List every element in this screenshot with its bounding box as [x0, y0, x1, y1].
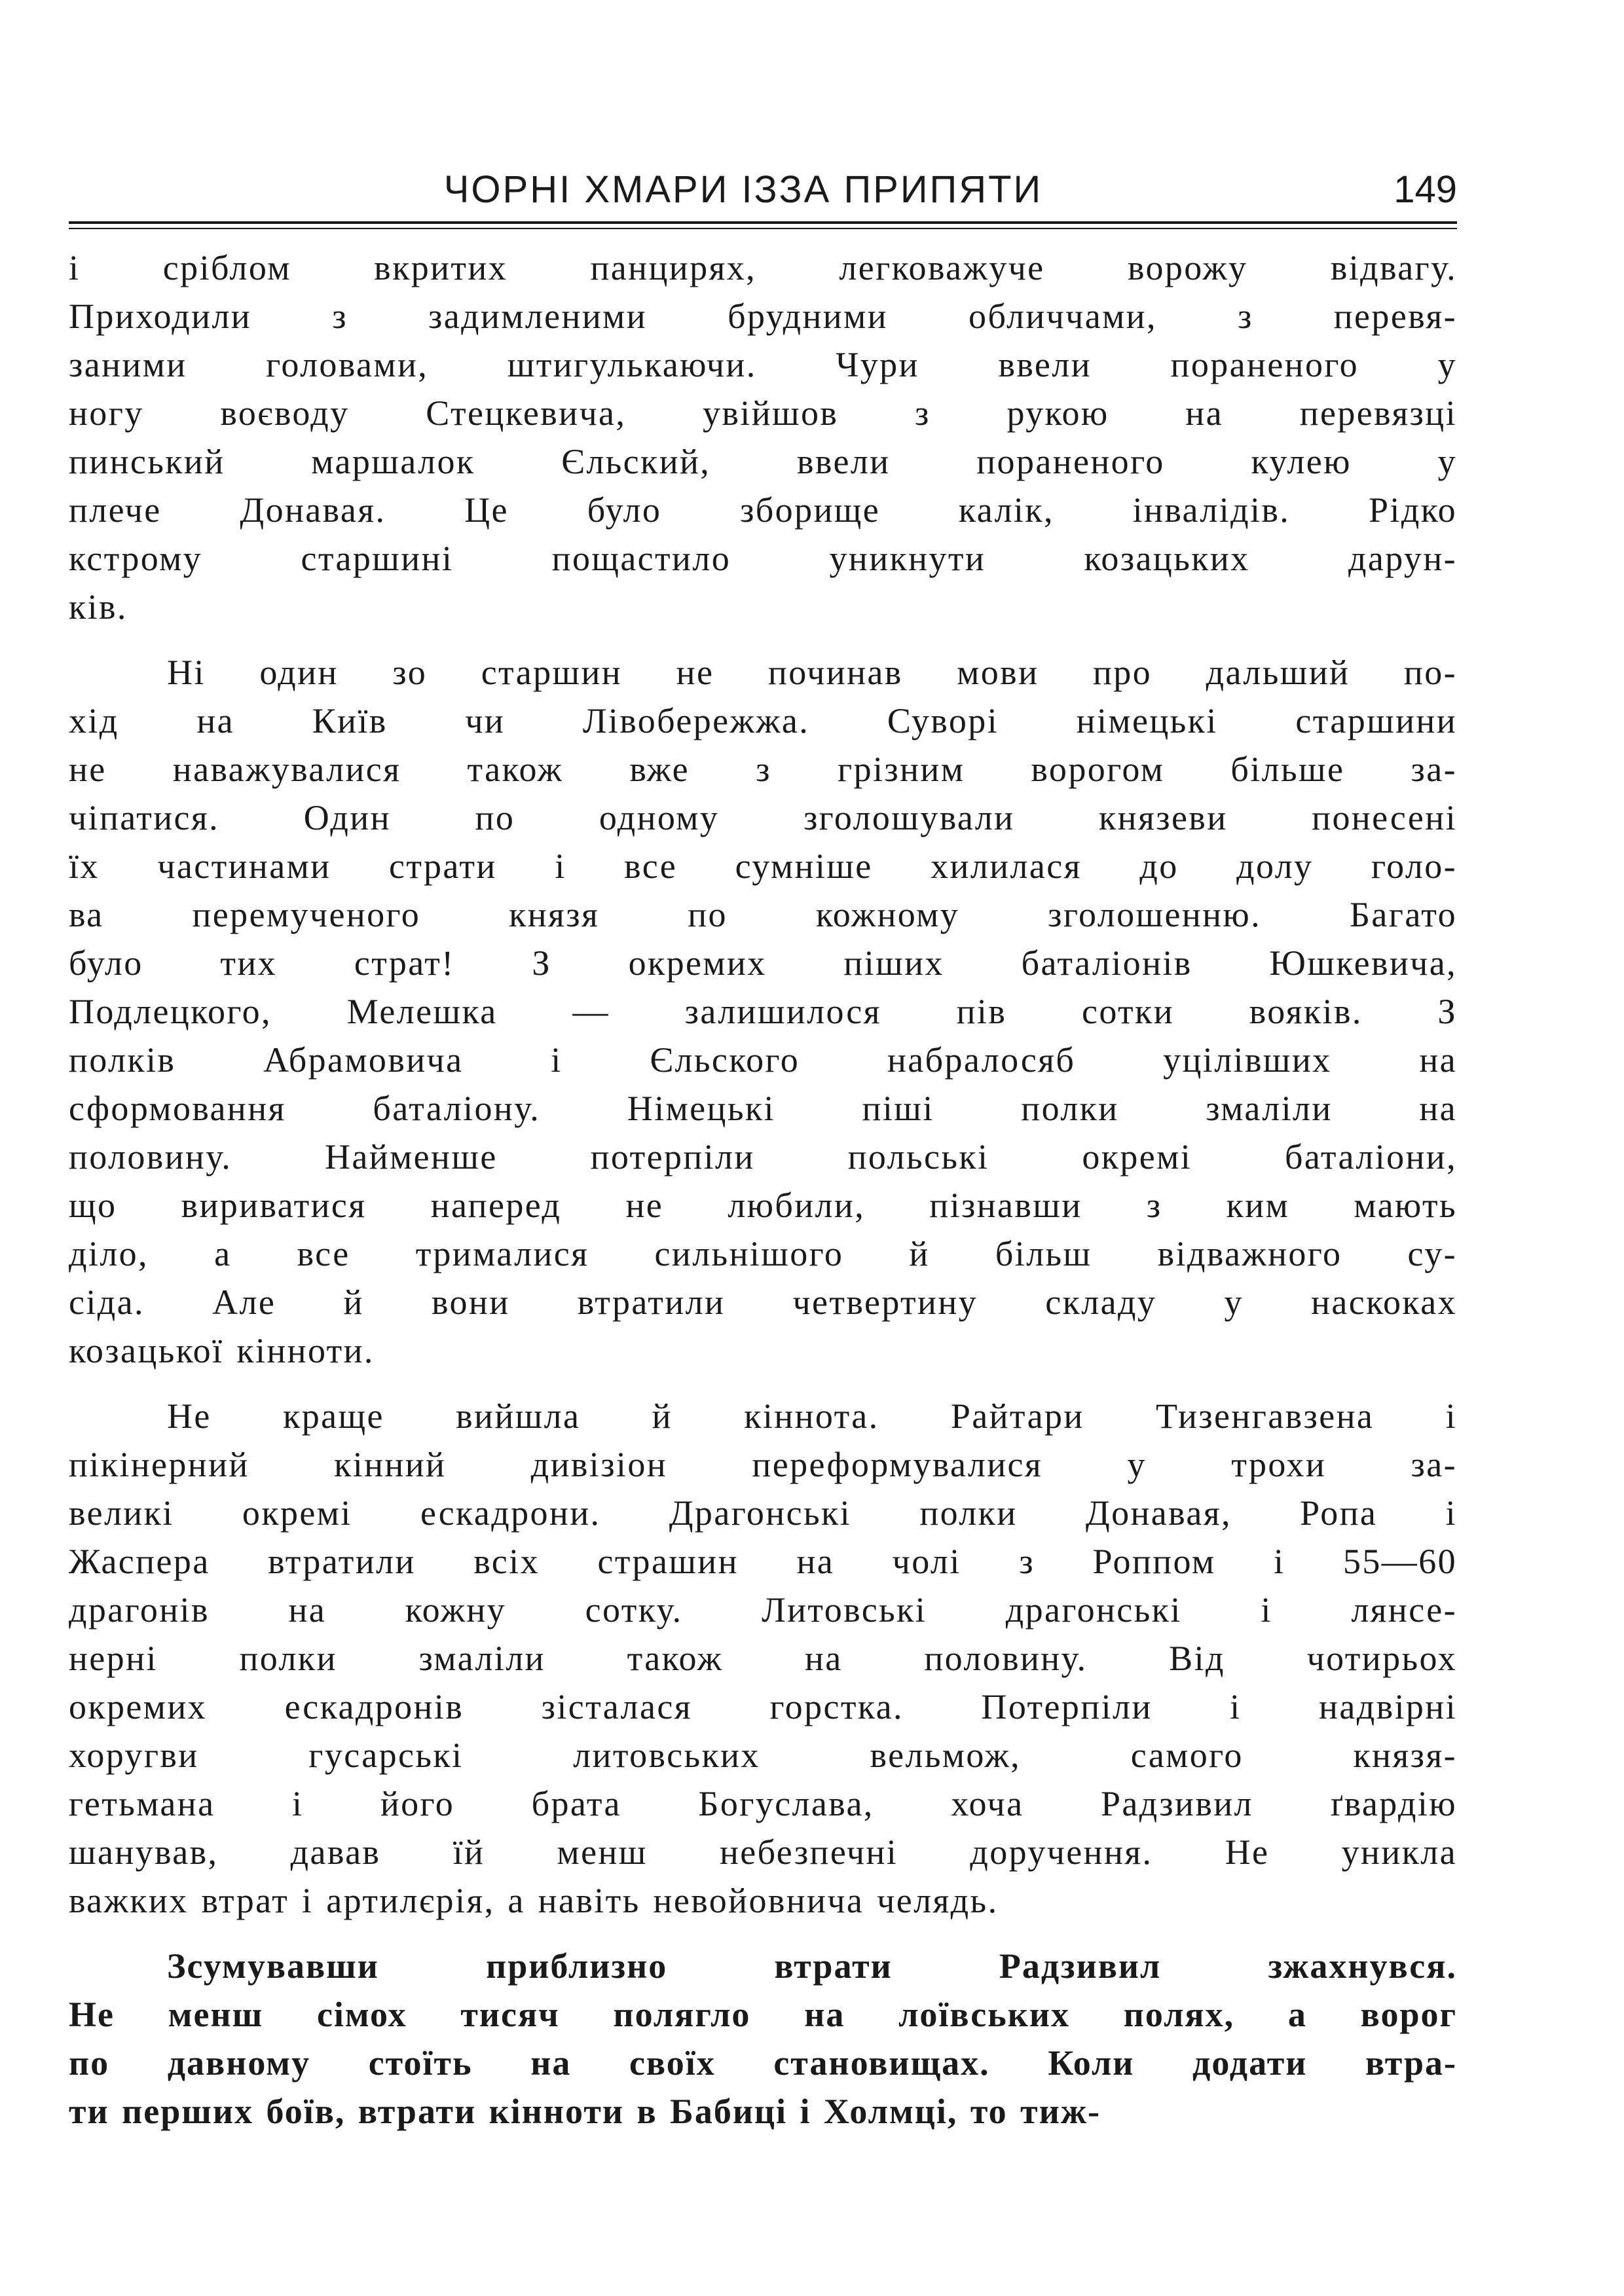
- text-line: гетьмана і його брата Богуслава, хоча Радзивил ґвардію: [69, 1784, 1457, 1823]
- text-line: Жаспера втратили всіх страшин на чолі з Роппом і 55—60: [69, 1542, 1457, 1581]
- text-line: діло, а все трималися сильнішого й більш відважного су-: [69, 1234, 1457, 1273]
- text-line: ти перших боїв, втрати кінноти в Бабиці і Холмці, то тиж-: [69, 2092, 1101, 2131]
- text-line: козацької кінноти.: [69, 1331, 375, 1370]
- book-page: [69, 164, 1457, 2136]
- paragraph: [69, 244, 1457, 631]
- text-line: ногу воєводу Стецкевича, увійшов з рукою на перевязці: [69, 393, 1457, 433]
- text-line: окремих ескадронів зісталася горстка. Потерпіли і надвірні: [69, 1687, 1457, 1726]
- text-line: плече Донавая. Це було зборище калік, інвалідів. Рідко: [69, 490, 1457, 530]
- text-line: було тих страт! З окремих піших баталіонів Юшкевича,: [69, 943, 1457, 983]
- header-rule-thin: [69, 228, 1457, 229]
- text-line: сіда. Але й вони втратили четвертину складу у наскоках: [69, 1283, 1457, 1322]
- page-number: 149: [1393, 168, 1457, 211]
- running-header: [69, 164, 1457, 216]
- paragraph: [69, 1942, 1457, 2136]
- text-line: не наважувалися також вже з грізним ворогом більше за-: [69, 750, 1457, 789]
- text-line: ва перемученого князя по кожному зголошенню. Багато: [69, 895, 1457, 934]
- text-line: драгонів на кожну сотку. Литовські драгонські і лянсе-: [69, 1590, 1457, 1630]
- text-line: шанував, давав їй менш небезпечні доручення. Не уникла: [69, 1832, 1457, 1872]
- text-line: кстрому старшині пощастило уникнути козацьких дарун-: [69, 539, 1457, 578]
- text-line: Ні один зо старшин не починав мови про дальший по-: [167, 653, 1457, 692]
- text-line: сформовання баталіону. Німецькі піші полки змаліли на: [69, 1089, 1457, 1128]
- text-line: що вириватися наперед не любили, пізнавши з ким мають: [69, 1186, 1457, 1225]
- text-line: їх частинами страти і все сумніше хилилася до долу голо-: [69, 847, 1457, 886]
- text-line: хід на Київ чи Лівобережжа. Суворі німецькі старшини: [69, 701, 1457, 740]
- body-text: [69, 244, 1457, 2136]
- text-line: Приходили з задимленими брудними обличчами, з перевя-: [69, 297, 1457, 336]
- text-line: Не краще вийшла й кіннота. Райтари Тизенгавзена і: [167, 1396, 1457, 1436]
- paragraph: [69, 648, 1457, 1375]
- text-line: пікінерний кінний дивізіон переформувалися у трохи за-: [69, 1445, 1457, 1484]
- text-line: по давному стоїть на своїх становищах. Коли додати втра-: [69, 2043, 1457, 2083]
- text-line: і сріблом вкритих панцирях, легковажуче ворожу відвагу.: [69, 248, 1457, 287]
- text-line: нерні полки змаліли також на половину. Від чотирьох: [69, 1639, 1457, 1678]
- text-line: заними головами, штигулькаючи. Чури ввели пораненого у: [69, 345, 1457, 384]
- text-line: Подлецкого, Мелешка — залишилося пів сотки вояків. З: [69, 992, 1457, 1031]
- header-rule: [69, 221, 1457, 224]
- text-line: полків Абрамовича і Єльского набралосяб уцілівших на: [69, 1040, 1457, 1080]
- text-line: половину. Найменше потерпіли польські окремі баталіони,: [69, 1137, 1457, 1176]
- running-title: ЧОРНІ ХМАРИ ІЗЗА ПРИПЯТИ: [443, 168, 1043, 211]
- text-line: хоругви гусарські литовських вельмож, самого князя-: [69, 1736, 1457, 1775]
- text-line: важких втрат і артилєрія, а навіть невойовнича челядь.: [69, 1881, 999, 1920]
- text-line: великі окремі ескадрони. Драгонські полки Донавая, Ропа і: [69, 1493, 1457, 1533]
- text-line: Не менш сімох тисяч полягло на лоївських полях, а ворог: [69, 1995, 1457, 2034]
- text-line: чіпатися. Один по одному зголошували князеви понесені: [69, 798, 1457, 837]
- text-line: ків.: [69, 587, 128, 627]
- text-line: пинський маршалок Єльский, ввели пораненого кулею у: [69, 442, 1457, 481]
- text-line: Зсумувавши приблизно втрати Радзивил зжахнувся.: [167, 1946, 1457, 1986]
- paragraph: [69, 1392, 1457, 1925]
